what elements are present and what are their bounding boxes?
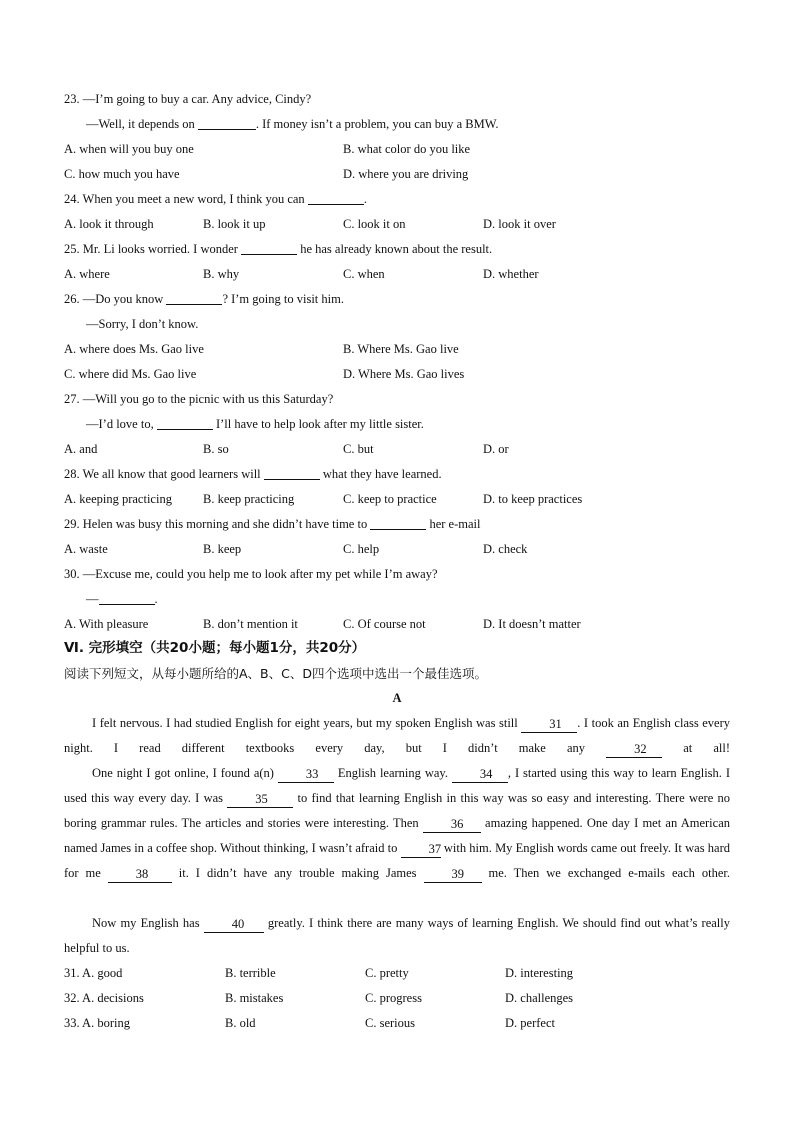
q23-option-a[interactable]: A. when will you buy one [64, 142, 194, 156]
q24-option-b[interactable]: B. look it up [203, 217, 266, 231]
section-title: Ⅵ. 完形填空（共20小题；每小题1分，共20分） [64, 640, 366, 656]
q24-stem: 24. When you meet a new word, I think you can . [64, 192, 367, 206]
q26-reply: —Sorry, I don’t know. [86, 317, 199, 331]
q29-option-b[interactable]: B. keep [203, 542, 242, 556]
q25-option-b[interactable]: B. why [203, 267, 240, 281]
q30-option-b[interactable]: B. don’t mention it [203, 617, 298, 631]
q33-option-a[interactable]: 33. A. boring [64, 1016, 130, 1030]
passage-paragraph-3: Now my English has 40 greatly. I think there are many ways of learning English. We should find out what’s really helpful to us. [64, 916, 731, 955]
answer-blank [157, 415, 213, 430]
q28-option-a[interactable]: A. keeping practicing [64, 492, 172, 506]
answer-blank [264, 465, 320, 480]
q26-stem: 26. —Do you know ? I’m going to visit him. [64, 292, 344, 306]
q32-option-c[interactable]: C. progress [365, 991, 422, 1005]
q31-option-d[interactable]: D. interesting [505, 966, 574, 980]
q25-option-c[interactable]: C. when [343, 267, 385, 281]
answer-blank [166, 290, 222, 305]
q27-option-c[interactable]: C. but [343, 442, 374, 456]
blank-36: 36 [423, 817, 481, 833]
blank-38: 38 [108, 867, 172, 883]
q29-stem: 29. Helen was busy this morning and she didn’t have time to her e-mail [64, 517, 481, 531]
q33-option-b[interactable]: B. old [225, 1016, 256, 1030]
passage-paragraph-2: One night I got online, I found a(n) 33 English learning way. 34 , I started using this way to learn English. I used this way every day. I was 35 to find that learning English in this way was so easy and interesting. There were no boring grammar rules. The articles and stories were interesting. Then 36 amazing happened. One day I met an American named James in a coffee shop. Without thinking, I wasn’t afraid to 37 with him. My English words came out freely. It was hard for me 38 it. I didn’t have any trouble making James 39 me. Then we exchanged e-mails each other. [64, 766, 731, 881]
q24-option-a[interactable]: A. look it through [64, 217, 154, 231]
q27-option-d[interactable]: D. or [483, 442, 509, 456]
q32-option-a[interactable]: 32. A. decisions [64, 991, 144, 1005]
q24-option-d[interactable]: D. look it over [483, 217, 556, 231]
q31-option-a[interactable]: 31. A. good [64, 966, 123, 980]
q25-option-d[interactable]: D. whether [483, 267, 539, 281]
q25-option-a[interactable]: A. where [64, 267, 110, 281]
blank-40: 40 [204, 917, 264, 933]
q26-option-a[interactable]: A. where does Ms. Gao live [64, 342, 204, 356]
q23-reply: —Well, it depends on . If money isn’t a problem, you can buy a BMW. [86, 117, 499, 131]
q23-stem: 23. —I’m going to buy a car. Any advice, Cindy? [64, 92, 312, 106]
q27-option-b[interactable]: B. so [203, 442, 229, 456]
q33-option-d[interactable]: D. perfect [505, 1016, 555, 1030]
blank-34: 34 [452, 767, 508, 783]
answer-blank [308, 190, 364, 205]
q27-reply: —I’d love to, I’ll have to help look after my little sister. [86, 417, 424, 431]
q30-option-c[interactable]: C. Of course not [343, 617, 426, 631]
answer-blank [198, 115, 256, 130]
passage-label: A [392, 691, 402, 705]
q26-option-d[interactable]: D. Where Ms. Gao lives [343, 367, 465, 381]
q33-option-c[interactable]: C. serious [365, 1016, 415, 1030]
q27-option-a[interactable]: A. and [64, 442, 98, 456]
q23-option-c[interactable]: C. how much you have [64, 167, 180, 181]
answer-blank [370, 515, 426, 530]
q26-option-b[interactable]: B. Where Ms. Gao live [343, 342, 459, 356]
blank-39: 39 [424, 867, 482, 883]
q23-option-b[interactable]: B. what color do you like [343, 142, 471, 156]
passage-paragraph-1: I felt nervous. I had studied English for eight years, but my spoken English was still 31 . I took an English class every night. I read different textbooks every day, but I didn’t make any 32 at all! [64, 716, 731, 756]
blank-33: 33 [278, 767, 334, 783]
blank-35: 35 [227, 792, 293, 808]
q28-option-c[interactable]: C. keep to practice [343, 492, 437, 506]
q28-option-d[interactable]: D. to keep practices [483, 492, 583, 506]
q32-option-b[interactable]: B. mistakes [225, 991, 284, 1005]
q31-option-b[interactable]: B. terrible [225, 966, 276, 980]
q30-reply: — . [86, 592, 158, 606]
q25-stem: 25. Mr. Li looks worried. I wonder he has already known about the result. [64, 242, 493, 256]
q29-option-d[interactable]: D. check [483, 542, 528, 556]
q24-option-c[interactable]: C. look it on [343, 217, 406, 231]
q28-option-b[interactable]: B. keep practicing [203, 492, 295, 506]
q26-option-c[interactable]: C. where did Ms. Gao live [64, 367, 197, 381]
answer-blank [241, 240, 297, 255]
blank-32: 32 [606, 742, 662, 758]
q30-option-d[interactable]: D. It doesn’t matter [483, 617, 581, 631]
q29-option-a[interactable]: A. waste [64, 542, 108, 556]
q30-option-a[interactable]: A. With pleasure [64, 617, 149, 631]
q29-option-c[interactable]: C. help [343, 542, 380, 556]
blank-31: 31 [521, 717, 577, 733]
q23-option-d[interactable]: D. where you are driving [343, 167, 469, 181]
q28-stem: 28. We all know that good learners will what they have learned. [64, 467, 442, 481]
answer-blank [99, 590, 155, 605]
section-instruction: 阅读下列短文，从每小题所给的A、B、C、D四个选项中选出一个最佳选项。 [64, 666, 487, 681]
q30-stem: 30. —Excuse me, could you help me to look after my pet while I’m away? [64, 567, 438, 581]
blank-37: 37 [401, 842, 441, 858]
q32-option-d[interactable]: D. challenges [505, 991, 574, 1005]
q27-stem: 27. —Will you go to the picnic with us this Saturday? [64, 392, 334, 406]
q31-option-c[interactable]: C. pretty [365, 966, 409, 980]
